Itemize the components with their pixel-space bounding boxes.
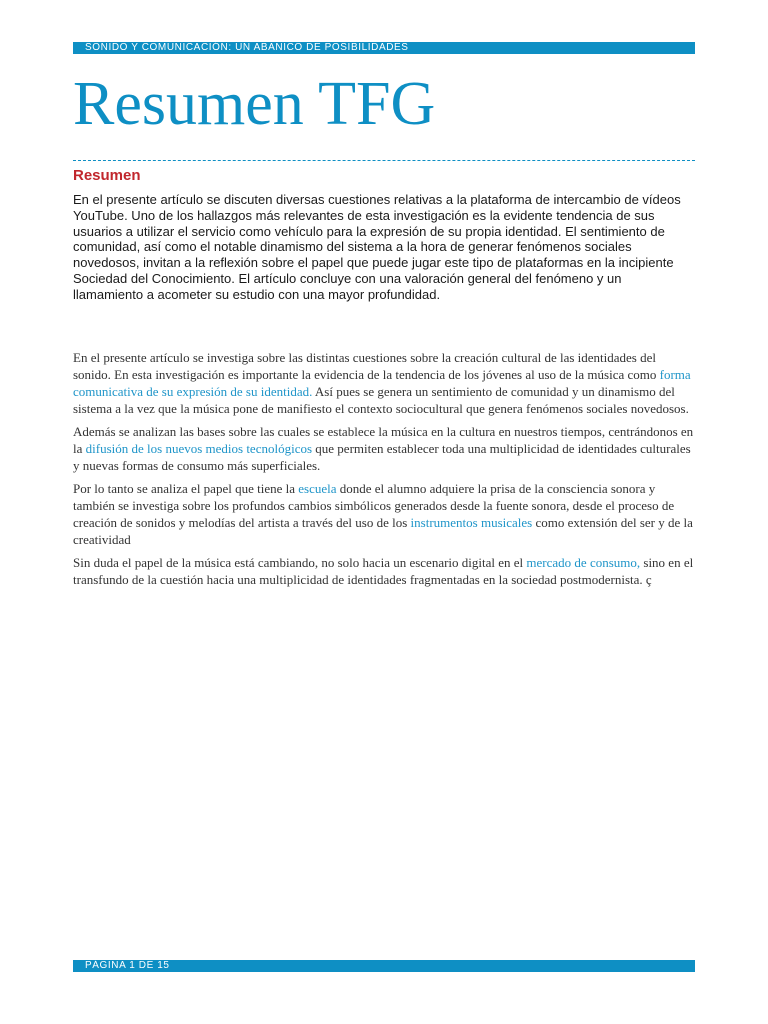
body-text-span: En el presente artículo se investiga sobre las distintas cuestiones sobre la creación cultural de las identidades del sonido. En esta investigación es importante la evidencia de la tendencia de los jóvenes al uso de la música como	[73, 350, 660, 382]
body-text-span: como extensión del ser y de la creatividad	[73, 515, 693, 547]
highlighted-phrase: escuela	[298, 481, 337, 496]
page-number: PÁGINA 1 DE 15	[85, 960, 170, 971]
highlighted-phrase: difusión de los nuevos medios tecnológicos	[85, 441, 313, 456]
abstract-heading: Resumen	[73, 167, 141, 184]
body-paragraph-3	[73, 480, 695, 548]
body-paragraph-4	[73, 554, 695, 588]
dashed-divider	[73, 160, 695, 161]
body-text-span: Sin duda el papel de la música está cambiando, no solo hacia un escenario digital en el	[73, 555, 527, 570]
body-text-span: Así pues se genera un sentimiento de comunidad y un dinamismo del sistema a la vez que la música pone de manifiesto el contexto sociocultural que genera fenómenos sociales novedosos.	[73, 384, 689, 416]
highlighted-phrase: mercado de consumo,	[526, 555, 641, 570]
body-text-span: que permiten establecer toda una multiplicidad de identidades culturales y nuevas formas de consumo más superficiales.	[73, 441, 691, 473]
header-bar	[73, 42, 695, 54]
body-paragraph-1	[73, 349, 695, 417]
page-title: Resumen TFG	[73, 70, 436, 138]
highlighted-phrase: instrumentos musicales	[410, 515, 533, 530]
body-paragraph-2	[73, 423, 695, 474]
running-title: SONIDO Y COMUNICACIÓN: UN ABANICO DE POSIBILIDADES	[85, 42, 409, 53]
body-text-span: sino en el transfundo de la cuestión hacia una multiplicidad de identidades fragmentadas en la sociedad postmodernista. ç	[73, 555, 694, 587]
highlighted-phrase: forma comunicativa de su expresión de su identidad.	[73, 367, 691, 399]
abstract-paragraph: En el presente artículo se discuten diversas cuestiones relativas a la plataforma de intercambio de vídeos YouTube. Uno de los hallazgos más relevantes de esta investigación es la evidente tendencia de sus usuarios a utilizar el servicio como vehículo para la expresión de su propia identidad. El sentimiento de comunidad, así como el notable dinamismo del sistema a la hora de generar fenómenos sociales novedosos, invitan a la reflexión sobre el papel que puede jugar este tipo de plataformas en la incipiente Sociedad del Conocimiento. El artículo concluye con una valoración general del fenómeno y un llamamiento a acometer su estudio con una mayor profundidad.	[73, 192, 681, 302]
body-section	[73, 349, 695, 594]
footer-bar	[73, 960, 695, 972]
body-text-span: donde el alumno adquiere la prisa de la consciencia sonora y también se investiga sobre los profundos cambios simbólicos generados desde la fuente sonora, desde el proceso de creación de sonidos y melodías del artista a través del uso de los	[73, 481, 675, 530]
body-text-span: Además se analizan las bases sobre las cuales se establece la música en la cultura en nuestros tiempos, centrándonos en la	[73, 424, 694, 456]
body-text-span: Por lo tanto se analiza el papel que tiene la	[73, 481, 299, 496]
